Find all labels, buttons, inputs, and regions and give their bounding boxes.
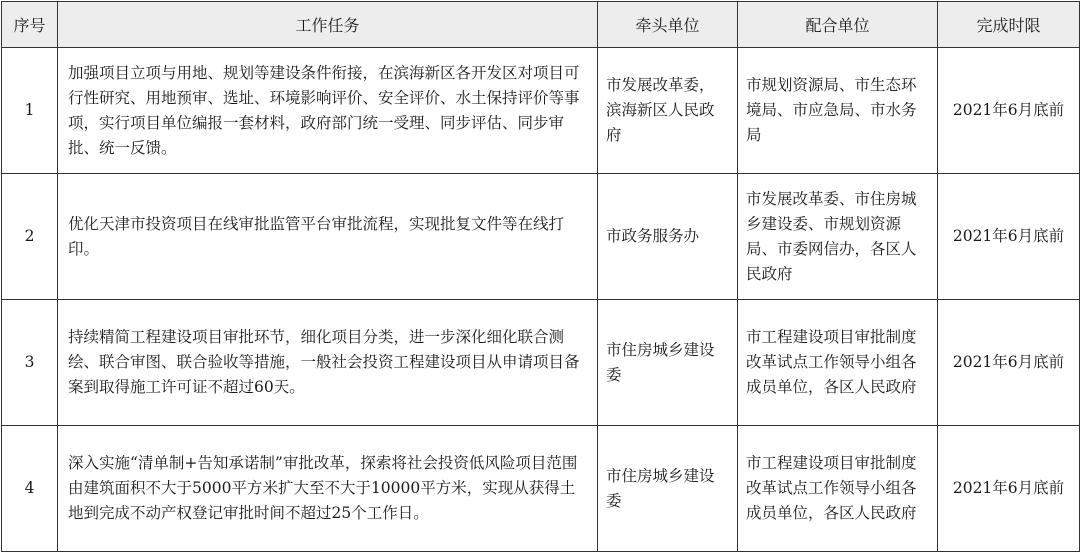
table-row: [2, 426, 1080, 552]
row-cooperating-unit: 市规划资源局、市生态环境局、市应急局、市水务局: [738, 48, 938, 174]
header-cooperating-unit: 配合单位: [738, 2, 938, 48]
header-no: 序号: [2, 2, 58, 48]
row-lead-unit: 市住房城乡建设委: [598, 426, 738, 552]
row-task: 优化天津市投资项目在线审批监管平台审批流程，实现批复文件等在线打印。: [58, 174, 598, 300]
row-deadline: 2021年6月底前: [938, 48, 1080, 174]
row-number: 1: [2, 48, 58, 174]
row-deadline: 2021年6月底前: [938, 174, 1080, 300]
row-deadline: 2021年6月底前: [938, 300, 1080, 426]
row-cooperating-unit: 市工程建设项目审批制度改革试点工作领导小组各成员单位，各区人民政府: [738, 426, 938, 552]
table-row: [2, 48, 1080, 174]
row-lead-unit: 市发展改革委，滨海新区人民政府: [598, 48, 738, 174]
row-cooperating-unit: 市发展改革委、市住房城乡建设委、市规划资源局、市委网信办，各区人民政府: [738, 174, 938, 300]
task-table: [1, 1, 1080, 552]
row-task: 持续精简工程建设项目审批环节，细化项目分类，进一步深化细化联合测绘、联合审图、联合验收等措施，一般社会投资工程建设项目从申请项目备案到取得施工许可证不超过60天。: [58, 300, 598, 426]
row-lead-unit: 市住房城乡建设委: [598, 300, 738, 426]
header-task: 工作任务: [58, 2, 598, 48]
row-number: 4: [2, 426, 58, 552]
row-task: 加强项目立项与用地、规划等建设条件衔接，在滨海新区各开发区对项目可行性研究、用地预审、选址、环境影响评价、安全评价、水土保持评价等事项，实行项目单位编报一套材料，政府部门统一受理、同步评估、同步审批、统一反馈。: [58, 48, 598, 174]
row-task: 深入实施“清单制+告知承诺制”审批改革，探索将社会投资低风险项目范围由建筑面积不大于5000平方米扩大至不大于10000平方米，实现从获得土地到完成不动产权登记审批时间不超过25个工作日。: [58, 426, 598, 552]
row-number: 3: [2, 300, 58, 426]
table-row: [2, 300, 1080, 426]
row-cooperating-unit: 市工程建设项目审批制度改革试点工作领导小组各成员单位，各区人民政府: [738, 300, 938, 426]
row-deadline: 2021年6月底前: [938, 426, 1080, 552]
header-deadline: 完成时限: [938, 2, 1080, 48]
table-header-row: [2, 2, 1080, 48]
table-row: [2, 174, 1080, 300]
header-lead-unit: 牵头单位: [598, 2, 738, 48]
row-number: 2: [2, 174, 58, 300]
row-lead-unit: 市政务服务办: [598, 174, 738, 300]
